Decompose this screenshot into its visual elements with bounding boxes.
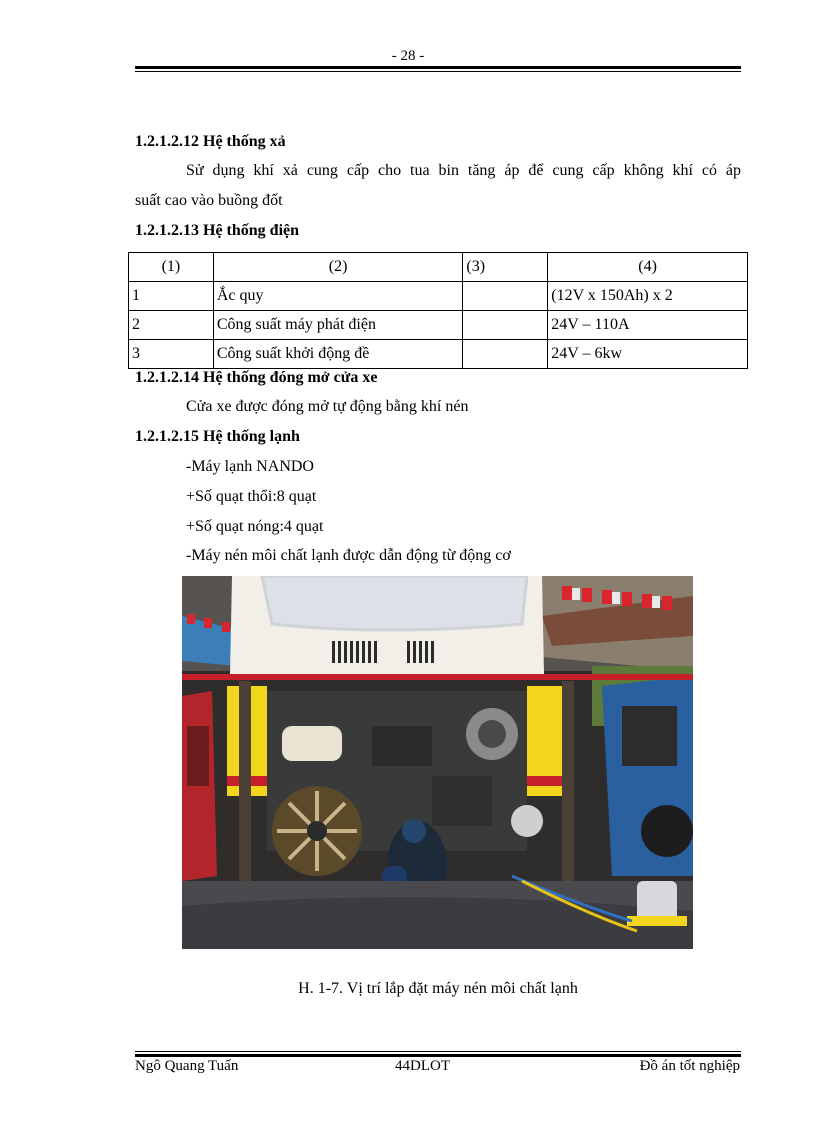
heading-exhaust-system: 1.2.1.2.12 Hệ thống xả [135,133,286,150]
footer-rule-thin [135,1051,741,1052]
ac-line: -Máy lạnh NANDO [186,458,314,475]
table-cell: 24V – 6kw [548,340,748,369]
table-cell: 2 [129,311,214,340]
exhaust-paragraph-line1: Sử dụng khí xả cung cấp cho tua bin tăng áp để cung cấp không khí có áp [186,162,741,179]
page-number: - 28 - [391,48,425,64]
footer-class: 44DLOT [395,1058,450,1074]
table-cell: Công suất khởi động đề [213,340,463,369]
exhaust-paragraph-line2: suất cao vào buồng đốt [135,192,283,209]
table-cell [463,282,548,311]
footer-author: Ngô Quang Tuấn [135,1058,239,1074]
heading-ac-system: 1.2.1.2.15 Hệ thống lạnh [135,428,300,445]
electrical-spec-table [128,252,748,369]
table-cell: 1 [129,282,214,311]
table-header-cell: (1) [129,253,214,282]
header-rule [135,66,741,69]
table-cell [463,340,548,369]
table-cell: 24V – 110A [548,311,748,340]
ac-line: +Số quạt thổi:8 quạt [186,488,317,505]
table-cell: Công suất máy phát điện [213,311,463,340]
heading-electrical-system: 1.2.1.2.13 Hệ thống điện [135,222,300,239]
table-cell: Ắc quy [213,282,463,311]
table-cell: (12V x 150Ah) x 2 [548,282,748,311]
table-header-cell: (2) [213,253,463,282]
table-row [129,311,748,340]
table-row [129,282,748,311]
heading-door-system: 1.2.1.2.14 Hệ thống đóng mở cửa xe [135,369,378,386]
footer-rule [135,1054,741,1057]
table-header-cell: (3) [463,253,548,282]
door-paragraph: Cửa xe được đóng mở tự động bằng khí nén [186,398,469,415]
table-row [129,340,748,369]
table-header-row [129,253,748,282]
footer-title: Đồ án tốt nghiệp [639,1058,740,1074]
ac-line: -Máy nén môi chất lạnh được dẫn động từ động cơ [186,547,511,564]
bus-engine-photo [182,576,693,949]
table-header-cell: (4) [548,253,748,282]
figure-caption: H. 1-7. Vị trí lắp đặt máy nén môi chất lạnh [298,980,578,997]
ac-line: +Số quạt nóng:4 quạt [186,518,324,535]
bus-engine-illustration [182,576,693,949]
header-rule-thin [135,71,741,72]
table-cell: 3 [129,340,214,369]
table-cell [463,311,548,340]
